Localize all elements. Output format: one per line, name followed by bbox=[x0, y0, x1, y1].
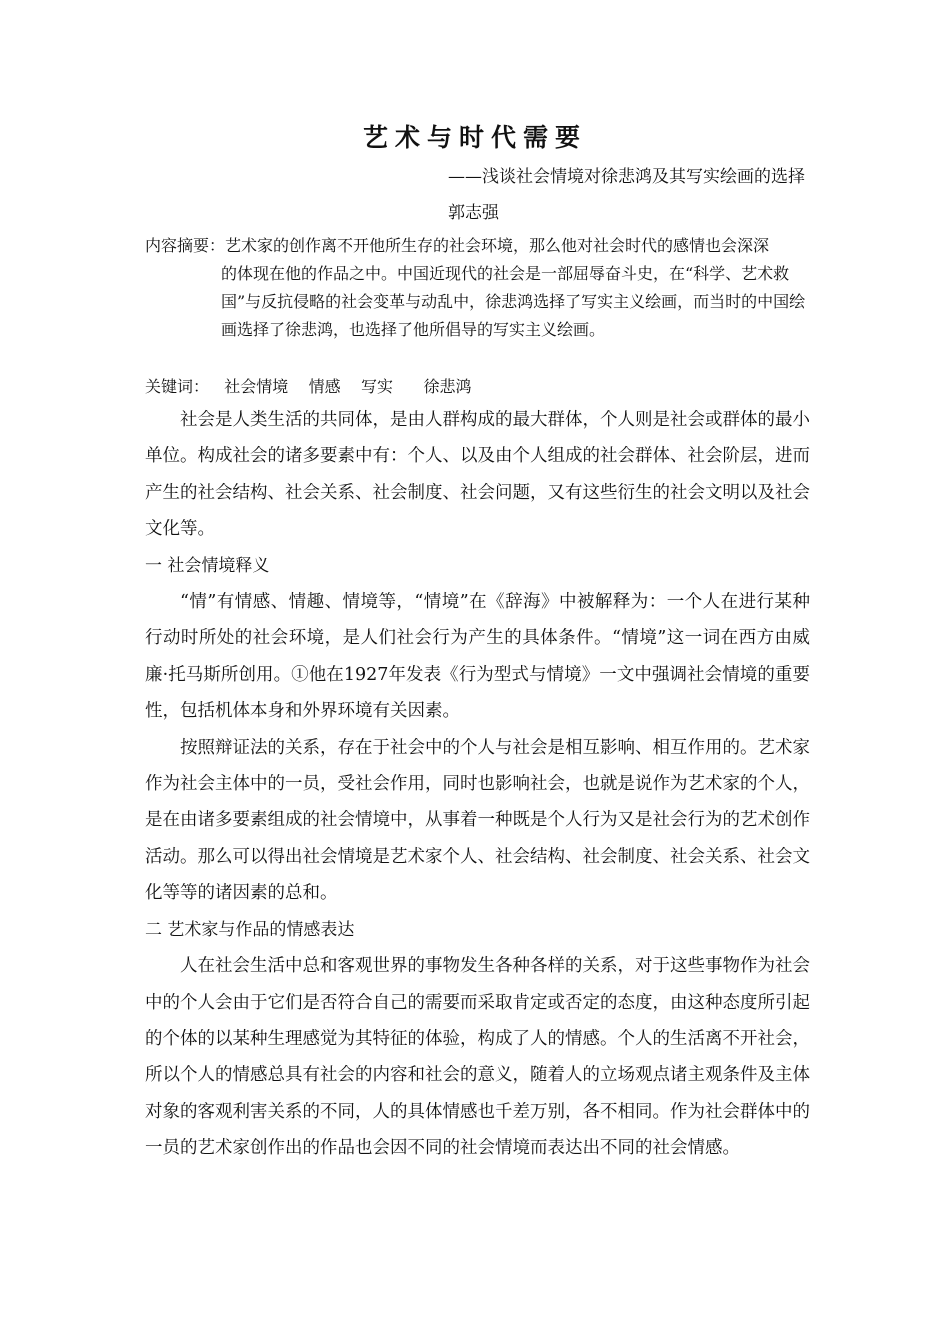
document-subtitle: ——浅谈社会情境对徐悲鸿及其写实绘画的选择 bbox=[448, 167, 805, 187]
abstract-body: 的体现在他的作品之中。中国近现代的社会是一部屈辱奋斗史，在“科学、艺术救国”与反抗侵略的社会变革与动乱中，徐悲鸿选择了写实主义绘画，而当时的中国绘画选择了徐悲鸿，也选择了他所倡导的写实主义绘画。 bbox=[221, 264, 806, 339]
paragraph-4: 人在社会生活中总和客观世界的事物发生各种各样的关系，对于这些事物作为社会中的个人会由于它们是否符合自己的需要而采取肯定或否定的态度，由这种态度所引起的个体的以某种生理感觉为其特征的体验，构成了人的情感。个人的生活离不开社会，所以个人的情感总具有社会的内容和社会的意义，随着人的立场观点诸主观条件及主体对象的客观利害关系的不同，人的具体情感也千差万别，各不相同。作为社会群体中的一员的艺术家创作出的作品也会因不同的社会情境而表达出不同的社会情感。 bbox=[145, 956, 810, 1159]
abstract-label: 内容摘要： bbox=[145, 236, 226, 255]
document-title: 艺术与时代需要 bbox=[362, 123, 587, 152]
paragraph-2: “情”有情感、情趣、情境等，“情境”在《辞海》中被解释为：一个人在进行某种行动时所处的社会环境，是人们社会行为产生的具体条件。“情境”这一词在西方由威廉·托马斯所创用。①他在1927年发表《行为型式与情境》一文中强调社会情境的重要性，包括机体本身和外界环境有关因素。 bbox=[145, 592, 810, 722]
section-heading-1: 一 社会情境释义 bbox=[145, 555, 270, 576]
abstract-lead-text: 艺术家的创作离不开他所生存的社会环境，那么他对社会时代的感情也会深深 bbox=[225, 236, 770, 255]
abstract bbox=[145, 232, 810, 344]
section-heading-2: 二 艺术家与作品的情感表达 bbox=[145, 919, 355, 940]
paragraph-1: 社会是人类生活的共同体，是由人群构成的最大群体，个人则是社会或群体的最小单位。构成社会的诸多要素中有：个人、以及由个人组成的社会群体、社会阶层，进而产生的社会结构、社会关系、社会制度、社会问题，又有这些衍生的社会文明以及社会文化等。 bbox=[145, 410, 810, 540]
paragraph-3: 按照辩证法的关系，存在于社会中的个人与社会是相互影响、相互作用的。艺术家作为社会主体中的一员，受社会作用，同时也影响社会，也就是说作为艺术家的个人，是在由诸多要素组成的社会情境中，从事着一种既是个人行为又是社会行为的艺术创作活动。那么可以得出社会情境是艺术家个人、社会结构、社会制度、社会关系、社会文化等等的诸因素的总和。 bbox=[145, 737, 810, 904]
abstract-first-line bbox=[145, 232, 810, 260]
article-body bbox=[145, 402, 810, 1167]
keywords: 关键词： 社会情境 情感 写实 徐悲鸿 bbox=[145, 377, 472, 396]
author-name: 郭志强 bbox=[448, 203, 499, 223]
